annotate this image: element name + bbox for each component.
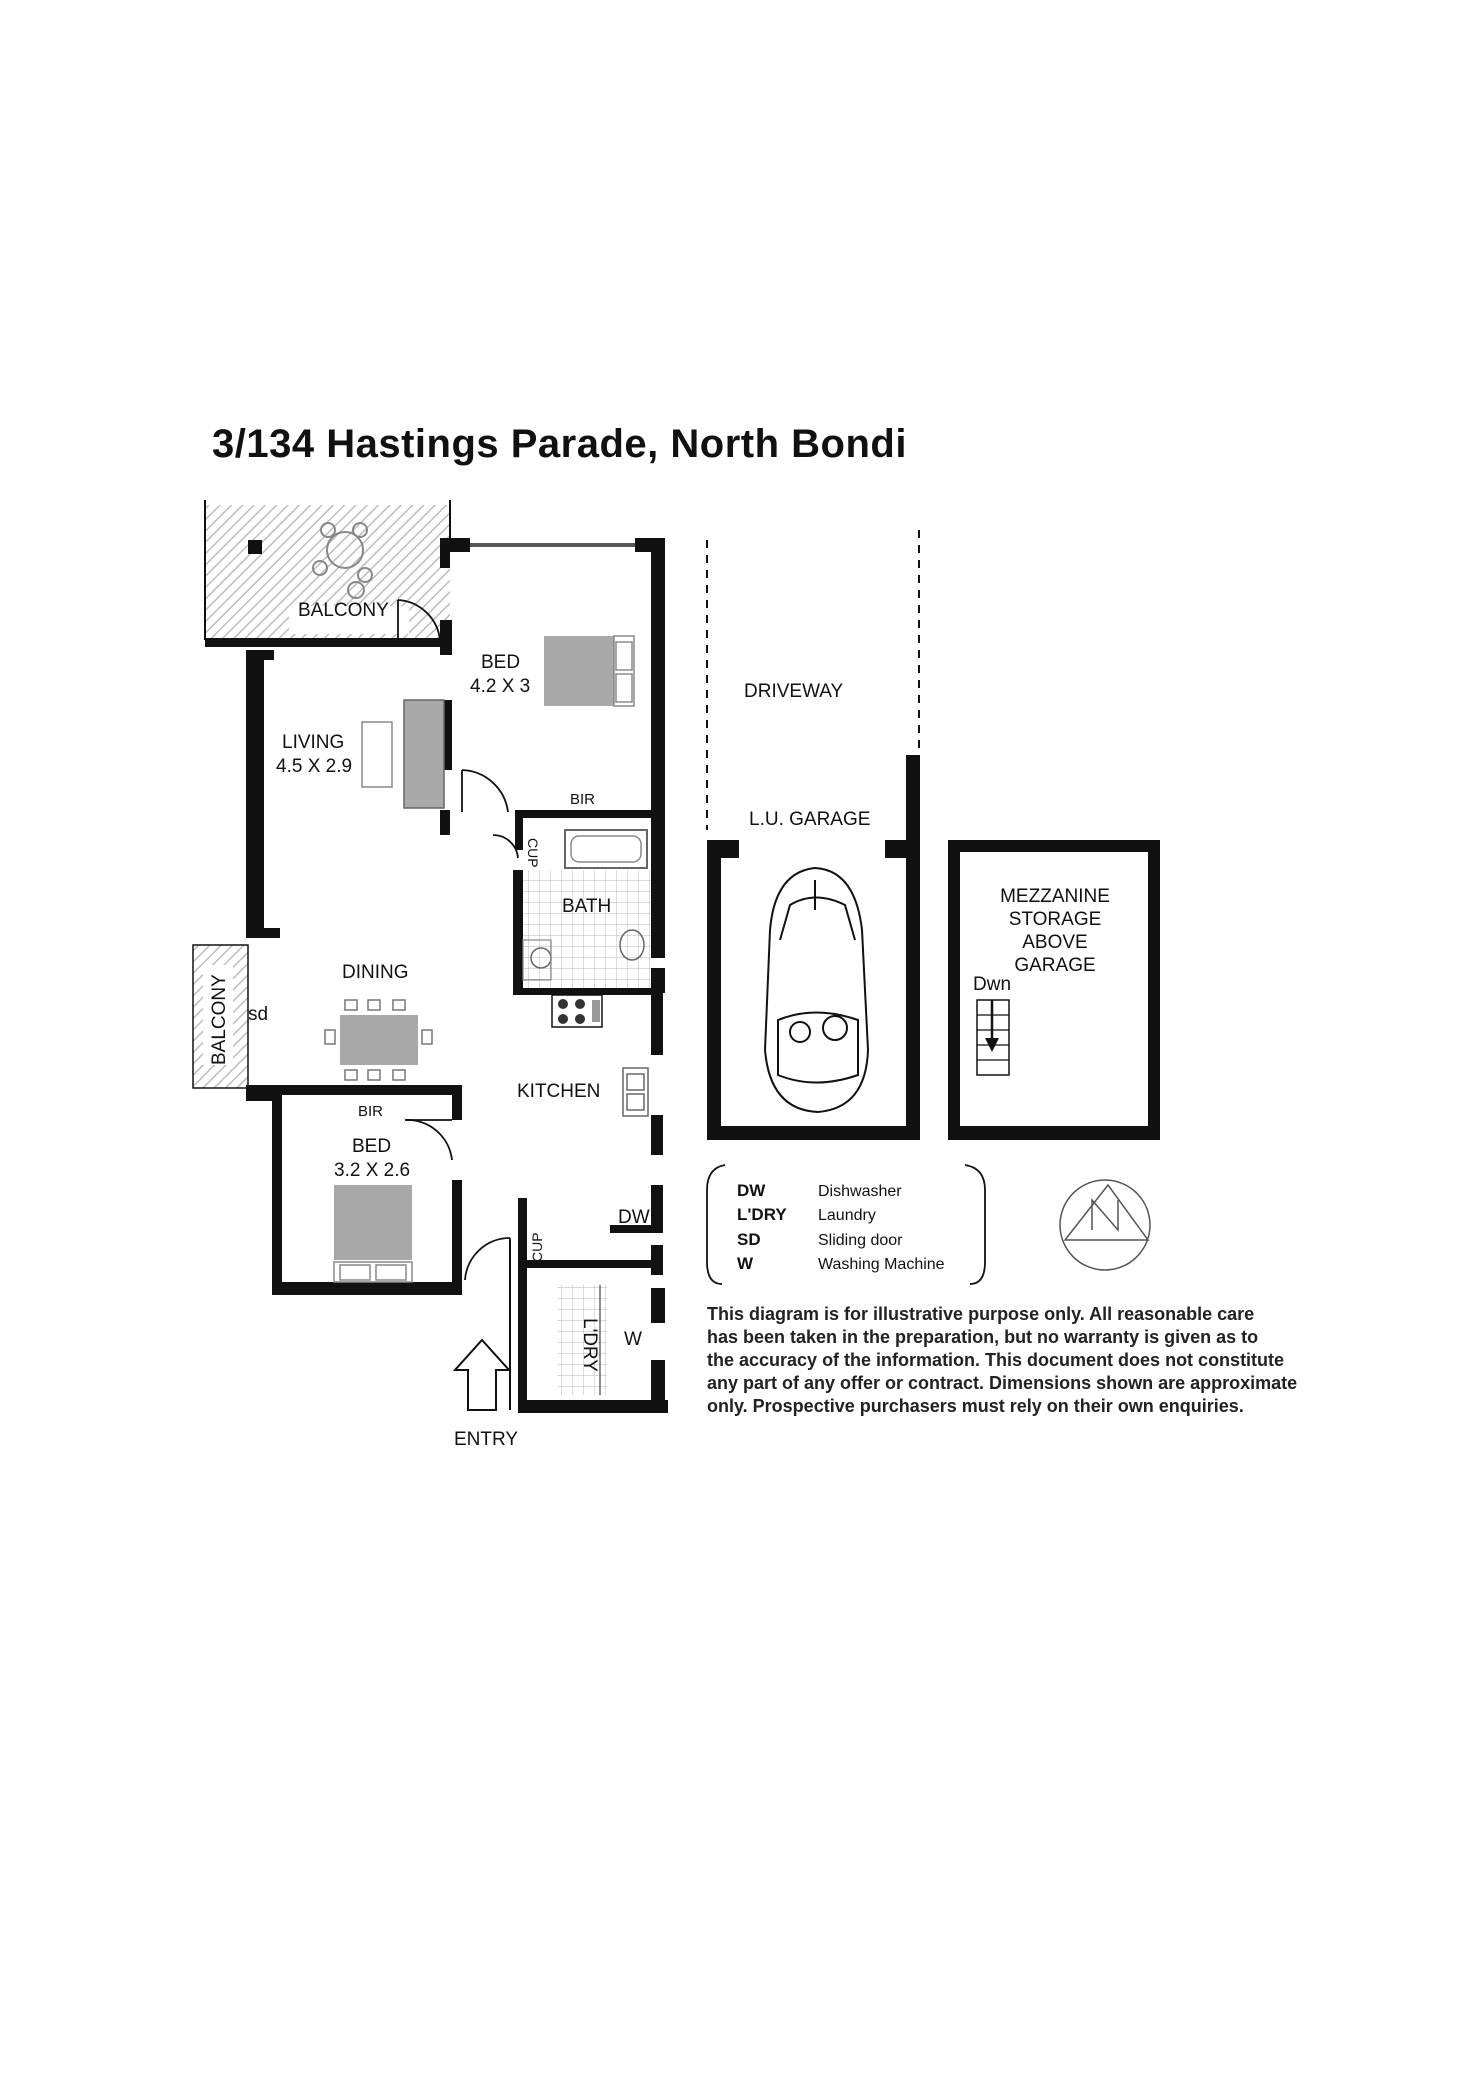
disclaimer-line: the accuracy of the information. This document does not constitute [707, 1350, 1285, 1370]
legend-desc-sd: Sliding door [818, 1232, 903, 1249]
disclaimer-line: any part of any offer or contract. Dimensions shown are approximate [707, 1373, 1298, 1393]
bed2-size: 3.2 X 2.6 [334, 1160, 411, 1181]
living-sofa [362, 700, 444, 808]
bed2-furniture [334, 1185, 412, 1282]
driveway-label: DRIVEWAY [744, 681, 844, 702]
north-arrow-icon [1060, 1180, 1150, 1270]
bed1-size: 4.2 X 3 [470, 676, 531, 697]
stairs-down-label: Dwn [973, 974, 1012, 995]
bed1-furniture [544, 636, 634, 706]
kitchen-label: KITCHEN [517, 1081, 601, 1102]
bed1-bir: BIR [570, 791, 596, 808]
disclaimer-line: This diagram is for illustrative purpose only. All reasonable care [707, 1304, 1255, 1324]
driveway-lines [707, 530, 919, 830]
bed1-name: BED [481, 652, 521, 673]
bed2-bir: BIR [358, 1103, 384, 1120]
dining-table [325, 1000, 432, 1080]
bath-label: BATH [562, 896, 612, 917]
stove-icon [552, 995, 602, 1027]
car-icon [765, 868, 868, 1112]
sink-icon [623, 1068, 648, 1116]
balcony-side-label: BALCONY [209, 974, 230, 1065]
mezzanine-line-4: GARAGE [1014, 955, 1096, 976]
mezzanine-line-3: ABOVE [1022, 932, 1088, 953]
disclaimer [707, 1303, 1357, 1418]
mezzanine-line-1: MEZZANINE [1000, 886, 1110, 907]
entry-arrow-icon [455, 1340, 509, 1410]
balcony-top-label: BALCONY [298, 600, 389, 621]
mezzanine-line-2: STORAGE [1008, 909, 1102, 930]
entry-label: ENTRY [454, 1429, 519, 1450]
laundry-label: L'DRY [579, 1318, 600, 1372]
legend-desc-ldry: Laundry [818, 1207, 876, 1224]
legend-desc-dw: Dishwasher [818, 1183, 902, 1200]
dishwasher-label: DW [618, 1207, 650, 1228]
bed2-name: BED [352, 1136, 392, 1157]
legend-desc-w: Washing Machine [818, 1256, 945, 1273]
disclaimer-line: only. Prospective purchasers must rely on their own enquiries. [707, 1396, 1244, 1416]
bath-cup-label: CUP [525, 838, 541, 868]
disclaimer-line: has been taken in the preparation, but no warranty is given as to [707, 1327, 1259, 1347]
legend-code-ldry: L'DRY [737, 1205, 787, 1224]
kitchen-cup-label: CUP [529, 1232, 545, 1262]
page-title: 3/134 Hastings Parade, North Bondi [212, 422, 907, 466]
legend-code-w: W [737, 1254, 754, 1273]
sliding-door-label: sd [248, 1004, 269, 1025]
mezzanine-stairs-icon [977, 1000, 1009, 1075]
garage-label: L.U. GARAGE [749, 809, 871, 830]
legend-code-dw: DW [737, 1181, 766, 1200]
living-size: 4.5 X 2.9 [276, 756, 353, 777]
living-name: LIVING [282, 732, 345, 753]
dining-label: DINING [342, 962, 409, 983]
washing-machine-label: W [624, 1329, 642, 1350]
legend-code-sd: SD [737, 1230, 761, 1249]
